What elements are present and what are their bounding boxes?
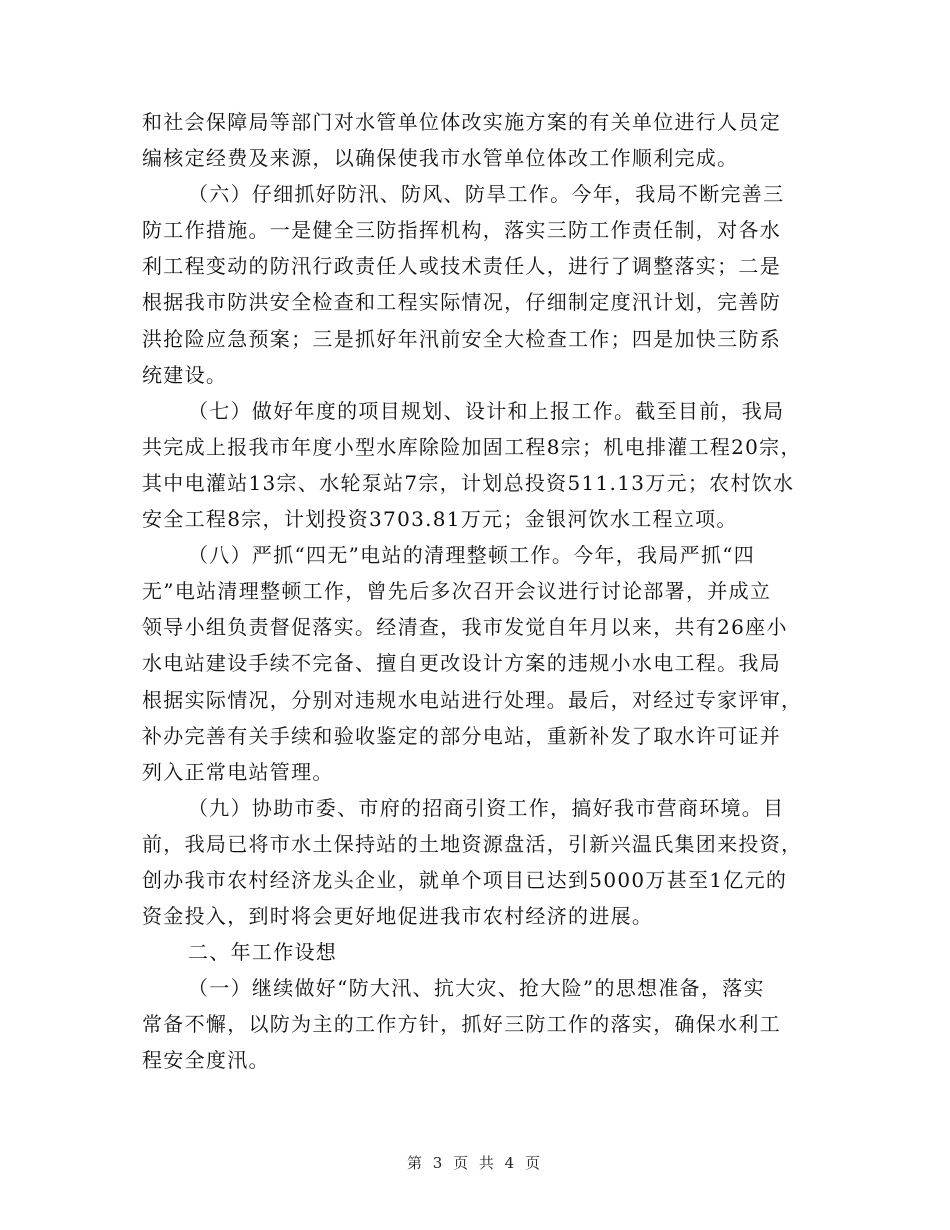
text-line: 统建设。 (142, 362, 228, 387)
text-line: 补办完善有关手续和验收鉴定的部分电站，重新补发了取水许可证并 (142, 723, 781, 748)
text-line: （八）严抓“四无”电站的清理整顿工作。今年，我局严抓“四 (188, 543, 756, 568)
text-line: 前，我局已将市水土保持站的土地资源盘活，引新兴温氏集团来投资， (142, 831, 803, 856)
text-line: 利工程变动的防汛行政责任人或技术责任人，进行了调整落实；二是 (142, 254, 781, 279)
text-line: 安全工程8宗，计划投资3703.81万元；金银河饮水工程立项。 (142, 507, 738, 532)
text-line: （一）继续做好“防大汛、抗大灾、抢大险”的思想准备，落实 (188, 976, 765, 1001)
text-line: （九）协助市委、市府的招商引资工作，搞好我市营商环境。目 (188, 795, 785, 820)
text-line: 编核定经费及来源，以确保使我市水管单位体改工作顺利完成。 (142, 146, 739, 171)
text-line: 洪抢险应急预案；三是抓好年汛前安全大检查工作；四是加快三防系 (142, 326, 781, 351)
text-line: 二、年工作设想 (188, 940, 338, 965)
text-line: 资金投入，到时将会更好地促进我市农村经济的进展。 (142, 904, 654, 929)
text-line: 共完成上报我市年度小型水库除险加固工程8宗；机电排灌工程20宗， (142, 434, 802, 459)
text-line: 和社会保障局等部门对水管单位体改实施方案的有关单位进行人员定 (142, 110, 781, 134)
text-line: 防工作措施。一是健全三防指挥机构，落实三防工作责任制，对各水 (142, 218, 781, 243)
text-line: 列入正常电站管理。 (142, 759, 334, 784)
text-line: 水电站建设手续不完备、擅自更改设计方案的违规小水电工程。我局 (142, 651, 781, 676)
page-footer: 第 3 页 共 4 页 (407, 1154, 543, 1172)
text-line: （六）仔细抓好防汛、防风、防旱工作。今年，我局不断完善三 (188, 182, 785, 207)
text-line: 根据我市防洪安全检查和工程实际情况，仔细制定度汛计划，完善防 (142, 290, 781, 315)
text-line: 其中电灌站13宗、水轮泵站7宗，计划总投资511.13万元；农村饮水 (142, 470, 795, 495)
text-line: 常备不懈，以防为主的工作方针，抓好三防工作的落实，确保水利工 (142, 1012, 781, 1037)
document-body (142, 104, 807, 1079)
text-line: 领导小组负责督促落实。经清查，我市发觉自年月以来，共有26座小 (142, 615, 788, 640)
text-line: 根据实际情况，分别对违规水电站进行处理。最后，对经过专家评审， (142, 687, 803, 712)
text-line: 创办我市农村经济龙头企业，就单个项目已达到5000万甚至1亿元的 (142, 867, 788, 892)
text-line: 程安全度汛。 (142, 1048, 270, 1073)
text-line: （七）做好年度的项目规划、设计和上报工作。截至目前，我局 (188, 398, 785, 423)
text-line: 无”电站清理整顿工作，曾先后多次召开会议进行讨论部署，并成立 (142, 579, 772, 604)
